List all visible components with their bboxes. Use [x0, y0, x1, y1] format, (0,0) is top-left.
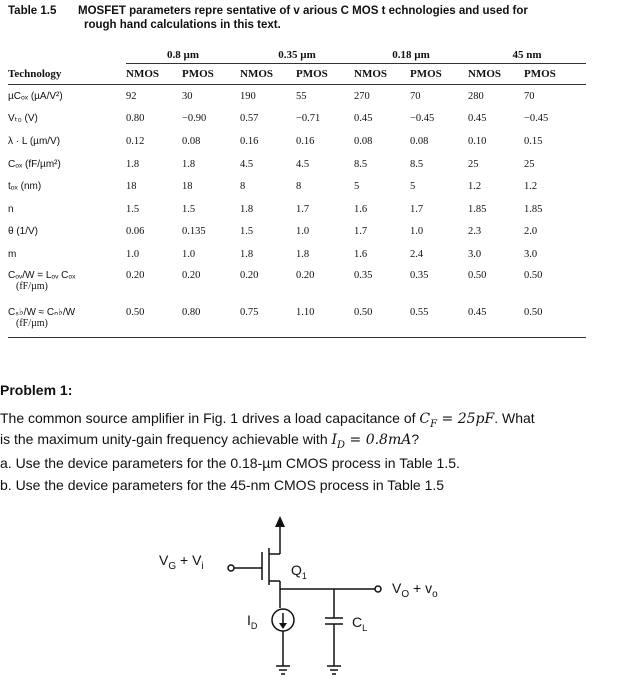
table-cell: 2.4: [410, 248, 424, 260]
table-cell: 0.08: [182, 135, 201, 147]
table-cell: 1.8: [182, 158, 196, 170]
table-cell: 0.50: [524, 303, 586, 338]
table-cell: 0.50: [126, 303, 182, 338]
table-cell: 70: [524, 90, 535, 102]
table-cell: 1.7: [296, 203, 310, 215]
table-cell: 0.45: [354, 113, 373, 125]
device-type-header: PMOS: [524, 64, 586, 85]
device-type-header: NMOS: [354, 64, 410, 85]
table-cell: 0.80: [182, 303, 240, 338]
table-cell: 1.8: [240, 203, 254, 215]
table-cell: 0.08: [354, 135, 373, 147]
table-cell: 1.7: [410, 203, 424, 215]
parameter-name: Vₜ₀ (V): [8, 113, 38, 125]
problem-title: Problem 1:: [0, 382, 73, 398]
table-row: [8, 198, 586, 221]
table-cell: 0.16: [296, 135, 315, 147]
table-cell: 0.15: [524, 135, 543, 147]
table-cell: 1.5: [182, 203, 196, 215]
device-type-header: NMOS: [240, 64, 296, 85]
process-header: 45 nm: [468, 46, 586, 64]
table-cell: 2.0: [524, 226, 538, 238]
mosfet-parameters-table: [8, 46, 586, 338]
table-cell: 5: [410, 181, 416, 193]
table-row: [8, 130, 586, 153]
problem-line-1: The common source amplifier in Fig. 1 drives a load capacitance of $C_F = 25pF$. What: [0, 410, 535, 430]
table-cell: 1.5: [126, 203, 140, 215]
table-cell: 18: [126, 181, 137, 193]
table-cell: 0.35: [410, 269, 429, 281]
parameter-name: Cₒᵥ/W = Lₒᵥ Cₒₓ (fF/µm): [8, 269, 76, 292]
table-cell: 8: [296, 181, 302, 193]
table-row: [8, 221, 586, 244]
device-type-header: NMOS: [468, 64, 524, 85]
table-row: [8, 108, 586, 131]
table-cell: 1.7: [354, 226, 368, 238]
table-cell: 0.50: [524, 269, 543, 281]
table-cell: 1.8: [240, 248, 254, 260]
table-cell: 2.3: [468, 226, 482, 238]
table-cell: 30: [182, 90, 193, 102]
parameter-name: Cₒₓ (fF/µm²): [8, 158, 61, 170]
transistor-label: $Q_1$: [291, 562, 307, 581]
parameter-name: λ · L (µm/V): [8, 135, 61, 147]
table-cell: 0.55: [410, 303, 468, 338]
table-cell: 70: [410, 90, 421, 102]
table-cell: 25: [524, 158, 535, 170]
parameter-name: m: [8, 248, 17, 260]
table-cell: 1.0: [296, 226, 310, 238]
problem-item-b: b. Use the device parameters for the 45-nm CMOS process in Table 1.5: [0, 477, 445, 493]
device-type-header: PMOS: [182, 64, 240, 85]
parameter-name: tₒₓ (nm): [8, 181, 42, 193]
table-cell: 1.0: [126, 248, 140, 260]
table-cell: 4.5: [240, 158, 254, 170]
table-cell: 1.2: [524, 181, 538, 193]
process-header: 0.18 µm: [354, 46, 468, 64]
table-cell: 0.80: [126, 113, 145, 125]
table-row: [8, 153, 586, 176]
table-cell: 0.45: [468, 113, 487, 125]
table-row: [8, 266, 586, 303]
table-cell: 0.50: [468, 269, 487, 281]
technology-header: Technology: [8, 64, 126, 85]
table-cell: 190: [240, 90, 256, 102]
table-caption: [8, 4, 608, 32]
table-cell: 4.5: [296, 158, 310, 170]
table-cell: 0.12: [126, 135, 145, 147]
supply-arrow-icon: [275, 516, 285, 527]
table-row: [8, 85, 586, 108]
table-cell: 0.135: [182, 226, 206, 238]
parameter-name: n: [8, 203, 14, 215]
table-cell: 1.5: [240, 226, 254, 238]
table-cell: 0.20: [126, 269, 145, 281]
table-body: [8, 85, 586, 338]
table-cell: 1.2: [468, 181, 482, 193]
current-source-arrow-icon: [279, 623, 287, 629]
table-cell: 5: [354, 181, 360, 193]
input-terminal: [228, 565, 234, 571]
table-row: [8, 303, 586, 338]
table-cell: 0.06: [126, 226, 145, 238]
parameter-name: Cₛ♭/W ≈ Cₙ♭/W (fF/µm): [8, 303, 126, 338]
table-cell: 3.0: [524, 248, 538, 260]
table-cell: 0.45: [468, 303, 524, 338]
table-cell: −0.45: [524, 113, 549, 125]
caption-line-1: MOSFET parameters repre sentative of v arious C MOS t echnologies and used for: [78, 5, 528, 17]
table-cell: 0.57: [240, 113, 259, 125]
table-cell: 18: [182, 181, 193, 193]
table-cell: 0.20: [296, 269, 315, 281]
table-cell: 1.0: [182, 248, 196, 260]
table-cell: 25: [468, 158, 479, 170]
table-cell: −0.45: [410, 113, 435, 125]
problem-line-2: is the maximum unity-gain frequency achievable with $I_D = 0.8mA$?: [0, 431, 420, 451]
process-header: 0.35 µm: [240, 46, 354, 64]
process-header-row: [8, 46, 586, 64]
device-type-header: PMOS: [296, 64, 354, 85]
load-capacitor-label: $C_L$: [352, 614, 368, 633]
current-source-label: $I_D$: [247, 612, 258, 631]
table-cell: 270: [354, 90, 370, 102]
table-cell: 0.20: [240, 269, 259, 281]
table-cell: 92: [126, 90, 137, 102]
table-cell: 0.50: [354, 303, 410, 338]
table-cell: 55: [296, 90, 307, 102]
table-cell: 0.35: [354, 269, 373, 281]
device-type-row: [8, 64, 586, 85]
table-cell: 0.20: [182, 269, 201, 281]
output-label: $V_O + v_o$: [392, 580, 438, 600]
table-cell: 1.8: [296, 248, 310, 260]
table-cell: 0.75: [240, 303, 296, 338]
parameter-name: θ (1/V): [8, 226, 39, 238]
table-cell: 1.85: [524, 203, 543, 215]
table-cell: 1.6: [354, 203, 368, 215]
table-cell: 8: [240, 181, 246, 193]
parameter-name: µCₒₓ (µA/V²): [8, 90, 63, 102]
table-cell: 0.16: [240, 135, 259, 147]
table-label: Table 1.5: [8, 5, 57, 17]
table-cell: −0.71: [296, 113, 321, 125]
process-header: 0.8 µm: [126, 46, 240, 64]
table-cell: 8.5: [354, 158, 368, 170]
device-type-header: PMOS: [410, 64, 468, 85]
table-cell: 1.8: [126, 158, 140, 170]
table-row: [8, 175, 586, 198]
table-cell: 0.08: [410, 135, 429, 147]
common-source-amplifier-schematic: [0, 500, 623, 686]
table-cell: 280: [468, 90, 484, 102]
table-cell: 3.0: [468, 248, 482, 260]
table-cell: 1.85: [468, 203, 487, 215]
table-cell: 1.6: [354, 248, 368, 260]
caption-line-2: rough hand calculations in this text.: [84, 19, 281, 31]
device-type-header: NMOS: [126, 64, 182, 85]
output-terminal: [375, 586, 381, 592]
table-cell: 0.10: [468, 135, 487, 147]
input-label: $V_G + V_i$: [159, 552, 204, 572]
table-row: [8, 243, 586, 266]
table-cell: −0.90: [182, 113, 207, 125]
table-cell: 1.0: [410, 226, 424, 238]
table-cell: 8.5: [410, 158, 424, 170]
table-cell: 1.10: [296, 303, 354, 338]
problem-item-a: a. Use the device parameters for the 0.18-µm CMOS process in Table 1.5.: [0, 455, 460, 471]
